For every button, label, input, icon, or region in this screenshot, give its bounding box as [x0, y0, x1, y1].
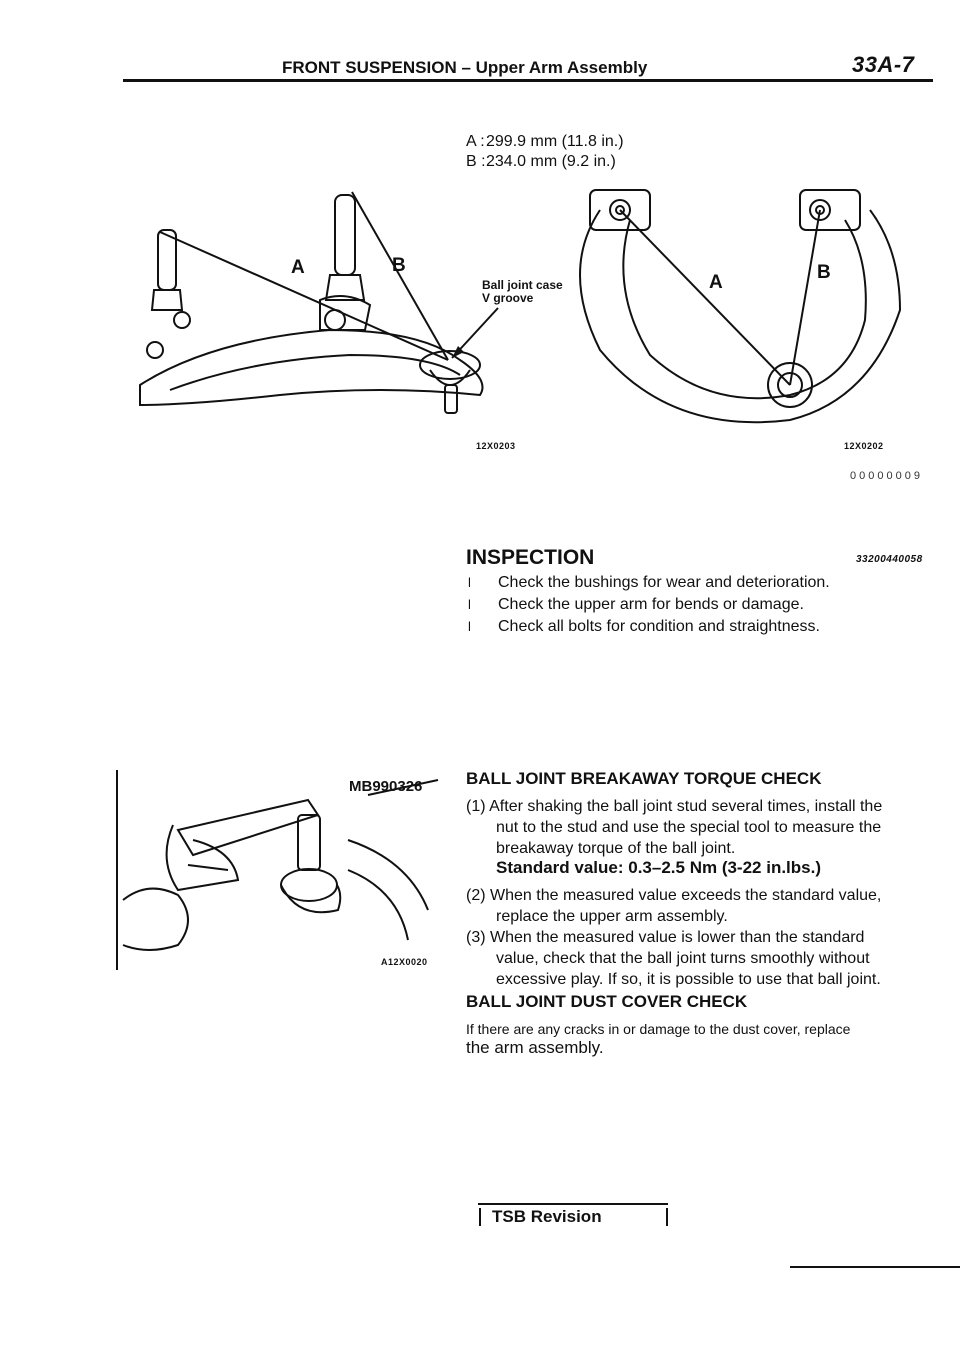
- footer-rule: [790, 1266, 960, 1268]
- bullet-glyph: l: [468, 575, 471, 590]
- dimension-a: [466, 133, 624, 151]
- dust-cover-line-2: the arm assembly.: [466, 1038, 604, 1057]
- label-a-right: A: [709, 272, 723, 293]
- page-number: 33A-7: [852, 52, 915, 77]
- torque-step-1: [466, 796, 918, 859]
- standard-value: Standard value: 0.3–2.5 Nm (3-22 in.lbs.): [496, 858, 822, 877]
- step-text-line: excessive play. If so, it is possible to use that ball joint.: [496, 971, 881, 988]
- torque-tool-diagram: [118, 770, 446, 970]
- right-measure-lines: [620, 210, 820, 385]
- figure-code-right: 12X0202: [844, 441, 884, 451]
- step-text-line: nut to the stud and use the special tool to measure the: [496, 819, 882, 836]
- dimension-a-value: 299.9 mm (11.8 in.): [486, 133, 624, 150]
- callout-line-1: Ball joint case: [482, 278, 563, 292]
- step-text-line: value, check that the ball joint turns smoothly without: [496, 950, 870, 967]
- figure-code-left: 12X0203: [476, 441, 516, 451]
- footer-bar-right: [666, 1208, 668, 1226]
- step-text-line: When the measured value is lower than the standard: [490, 929, 865, 946]
- torque-step-2: [466, 885, 918, 927]
- tool-number: MB990326: [349, 778, 423, 795]
- dimension-b-value: 234.0 mm (9.2 in.): [486, 153, 616, 170]
- dimension-b-key: B :: [466, 153, 486, 170]
- step-text-line: When the measured value exceeds the standard value,: [490, 887, 882, 904]
- inspection-heading: INSPECTION: [466, 546, 595, 569]
- ballpoint-callout: [482, 279, 563, 305]
- step-number: (2): [466, 887, 486, 904]
- step-text-line: replace the upper arm assembly.: [496, 908, 728, 925]
- bullet-glyph: l: [468, 597, 471, 612]
- step-number: (1): [466, 798, 486, 815]
- figure-ref-number: 00000009: [850, 470, 923, 482]
- right-arm-drawing: [580, 190, 900, 422]
- step-text-line: breakaway torque of the ball joint.: [496, 840, 736, 857]
- page-header-title: FRONT SUSPENSION – Upper Arm Assembly: [282, 58, 648, 77]
- label-b-left: B: [392, 255, 406, 276]
- tsb-revision-label: TSB Revision: [492, 1207, 602, 1226]
- list-item: l Check all bolts for condition and straightness.: [466, 616, 896, 638]
- header-rule: [123, 79, 933, 82]
- inspection-code: 33200440058: [856, 554, 923, 565]
- dimension-b: [466, 153, 616, 171]
- dimension-a-key: A :: [466, 133, 485, 150]
- dust-cover-heading: BALL JOINT DUST COVER CHECK: [466, 992, 748, 1011]
- footer-bar-left: [479, 1208, 481, 1226]
- torque-step-3: [466, 927, 918, 990]
- label-a-left: A: [291, 257, 305, 278]
- torque-check-heading: BALL JOINT BREAKAWAY TORQUE CHECK: [466, 769, 822, 788]
- tool-figure-code: A12X0020: [381, 957, 428, 967]
- label-b-right: B: [817, 262, 831, 283]
- bullet-glyph: l: [468, 619, 471, 634]
- list-item: l Check the upper arm for bends or damage.: [466, 594, 896, 616]
- upper-arm-diagram: [130, 180, 930, 460]
- step-number: (3): [466, 929, 486, 946]
- callout-line-2: V groove: [482, 291, 534, 305]
- inspection-list: [466, 572, 896, 638]
- list-item: l Check the bushings for wear and deterioration.: [466, 572, 896, 594]
- dust-cover-line-1: If there are any cracks in or damage to the dust cover, replace: [466, 1021, 851, 1037]
- left-arm-drawing: [140, 195, 483, 413]
- step-text-line: After shaking the ball joint stud several times, install the: [489, 798, 883, 815]
